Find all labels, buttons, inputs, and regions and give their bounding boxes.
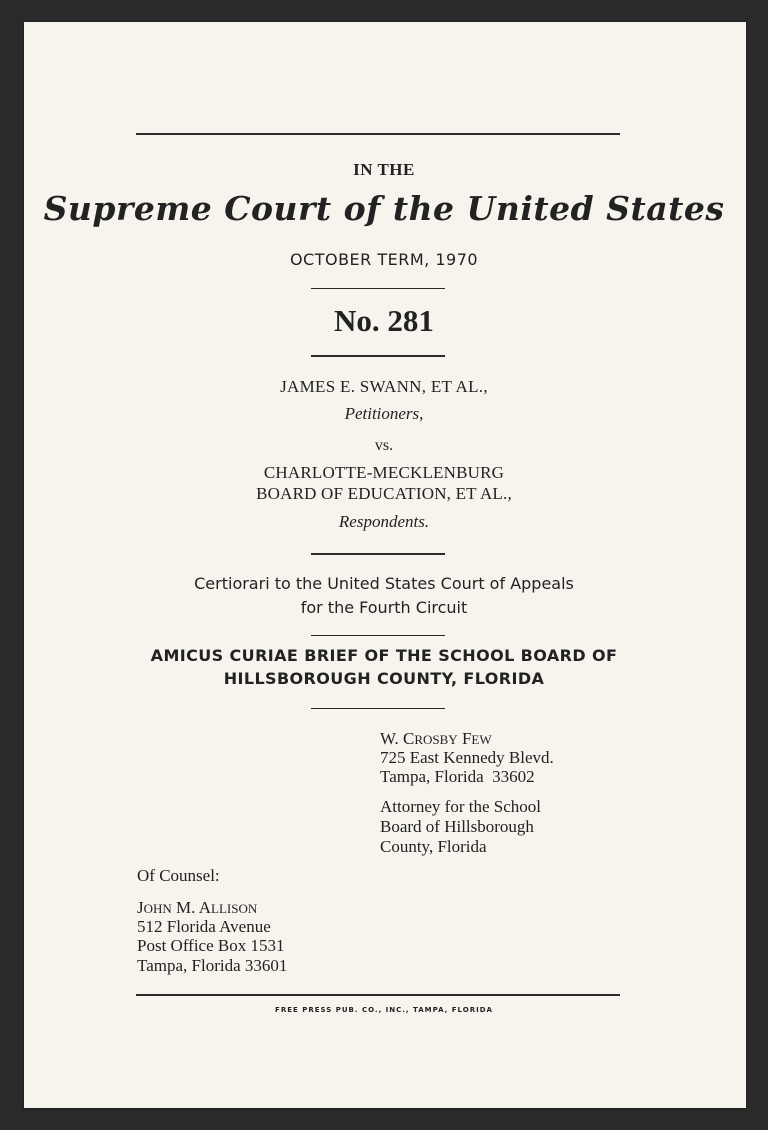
- counsel-address-1: 512 Florida Avenue: [137, 917, 271, 936]
- rule-3: [311, 553, 445, 555]
- respondent-role: Respondents.: [338, 512, 430, 531]
- rule-1: [311, 288, 445, 289]
- counsel-label: Of Counsel:: [137, 866, 220, 885]
- rule-4: [311, 635, 445, 636]
- brief-title-line-1: AMICUS CURIAE BRIEF OF THE SCHOOL BOARD OF: [150, 646, 618, 665]
- top-rule: [136, 133, 620, 135]
- brief-title-line-2: HILLSBOROUGH COUNTY, FLORIDA: [223, 669, 545, 688]
- attorney-role-2: Board of Hillsborough: [380, 817, 534, 836]
- counsel-name: JOHN M. ALLISON: [137, 898, 258, 917]
- term-label: OCTOBER TERM, 1970: [289, 250, 479, 269]
- case-number: No. 281: [334, 303, 434, 338]
- certiorari-line-1: Certiorari to the United States Court of Appeals: [194, 574, 574, 593]
- certiorari-line-2: for the Fourth Circuit: [300, 598, 468, 617]
- attorney-address-2: Tampa, Florida 33602: [380, 767, 535, 786]
- rule-5: [311, 708, 445, 709]
- respondent-line-2: BOARD OF EDUCATION, ET AL.,: [256, 484, 512, 503]
- bottom-rule: [136, 994, 620, 996]
- attorney-role-3: County, Florida: [380, 837, 487, 856]
- counsel-address-3: Tampa, Florida 33601: [137, 956, 288, 975]
- court-name: Supreme Court of the United States: [43, 189, 725, 228]
- versus-label: vs.: [374, 437, 394, 454]
- in-the-label: IN THE: [353, 160, 415, 179]
- petitioner-name: JAMES E. SWANN, ET AL.,: [280, 377, 488, 396]
- rule-2: [311, 355, 445, 357]
- document-page: [24, 22, 746, 1108]
- attorney-address-1: 725 East Kennedy Blevd.: [380, 748, 554, 767]
- attorney-name: W. CROSBY FEW: [380, 729, 492, 748]
- petitioner-role: Petitioners,: [344, 404, 424, 423]
- attorney-role-1: Attorney for the School: [380, 797, 541, 816]
- counsel-address-2: Post Office Box 1531: [137, 936, 285, 955]
- printer-imprint: FREE PRESS PUB. CO., INC., TAMPA, FLORIDA: [275, 1006, 493, 1014]
- respondent-line-1: CHARLOTTE-MECKLENBURG: [263, 463, 505, 482]
